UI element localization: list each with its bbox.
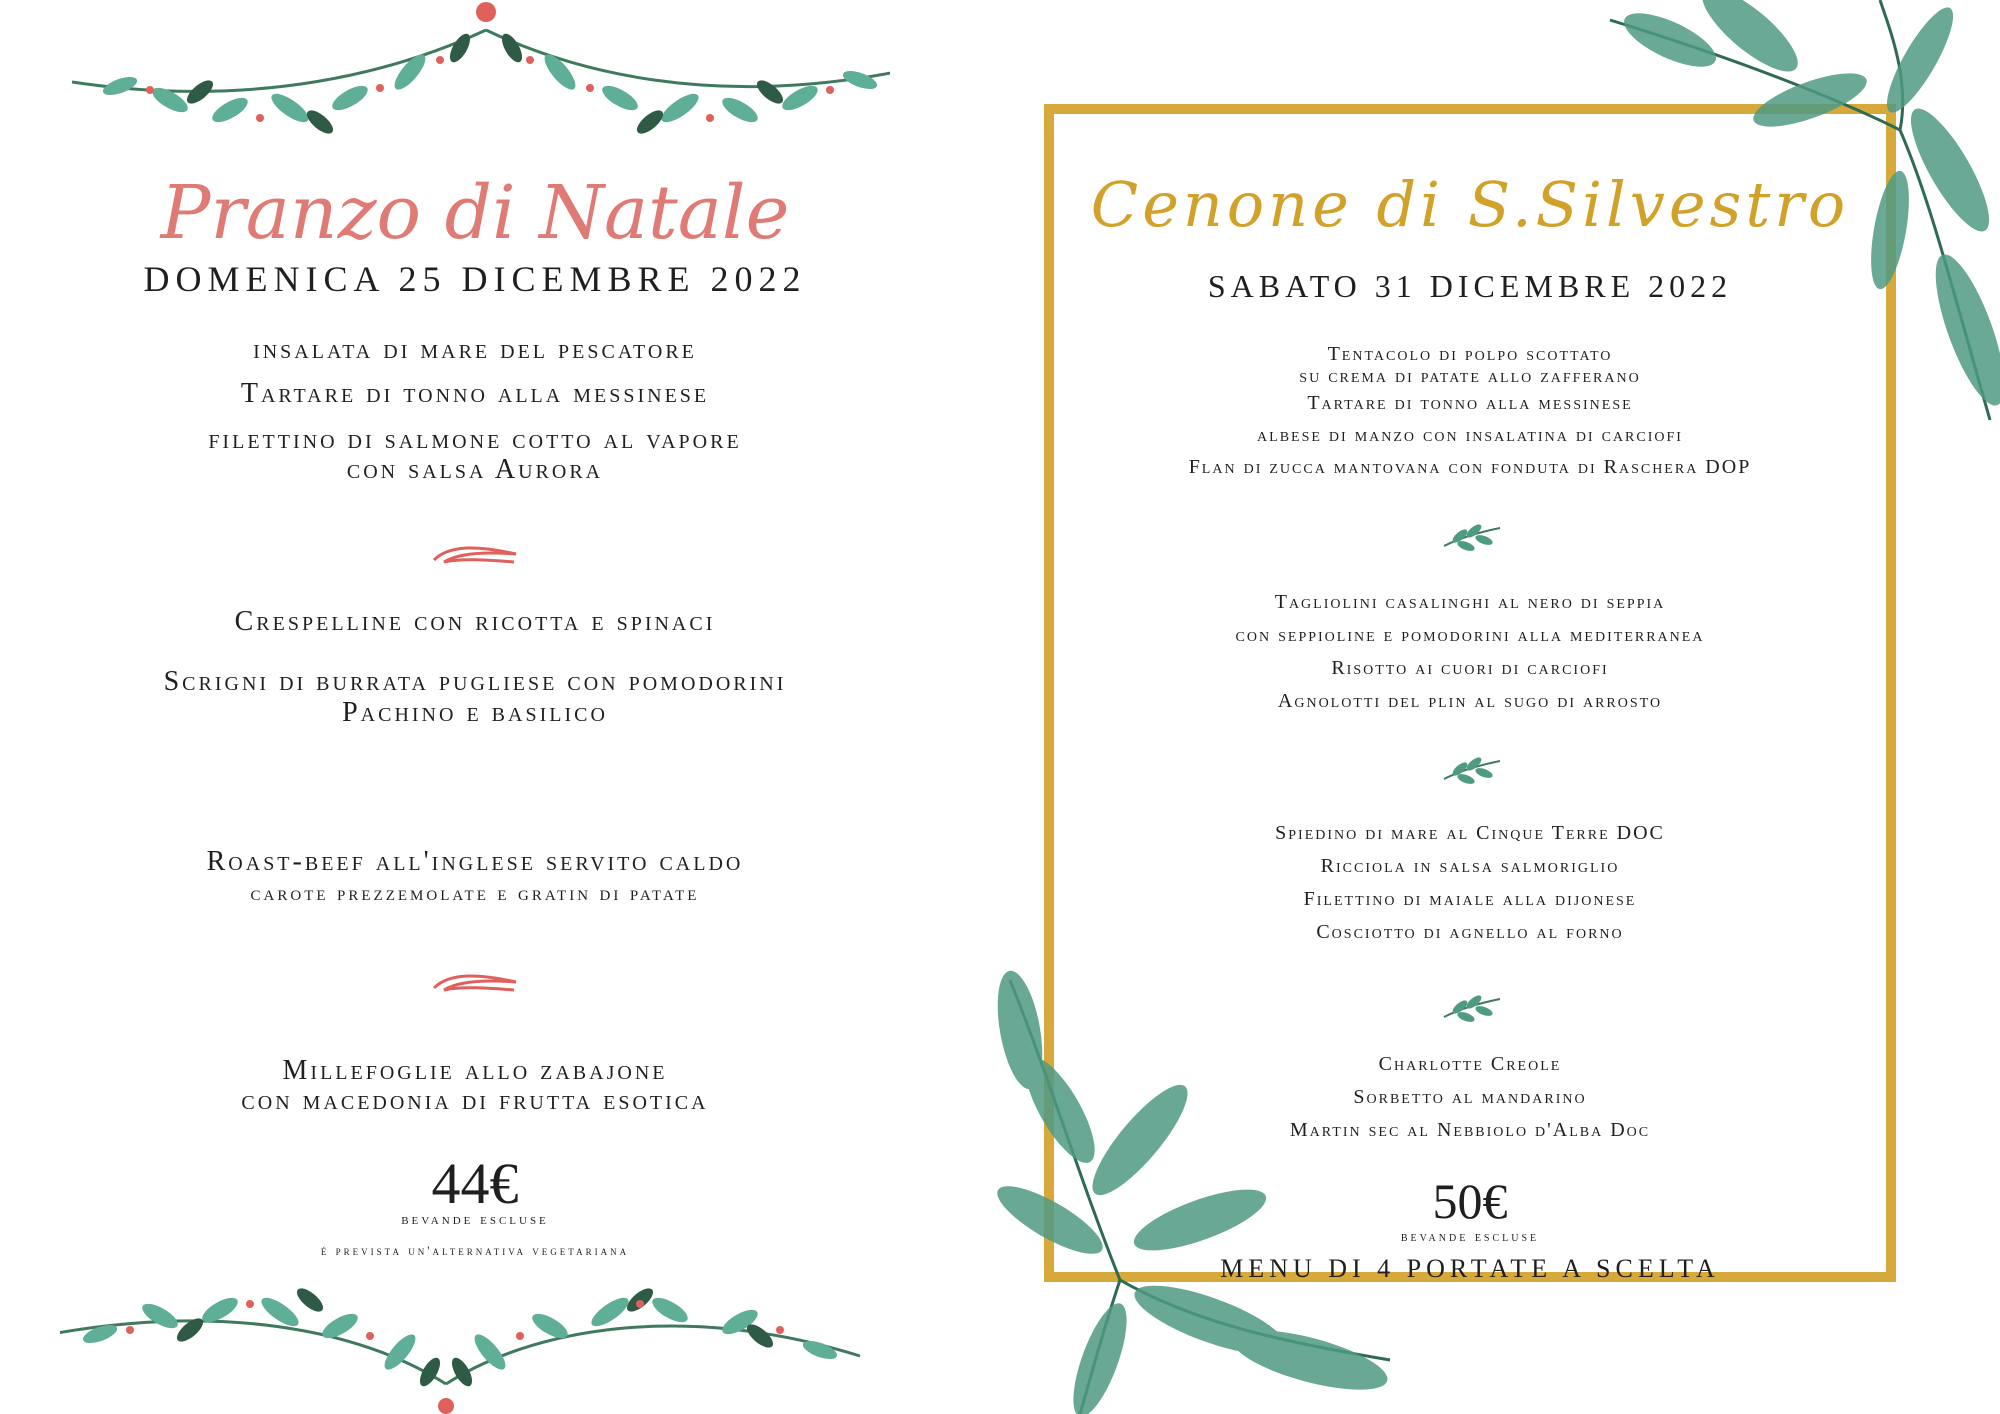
menu-item: Crespelline con ricotta e spinaci [234,606,716,637]
page-title: Cenone di S.Silvestro [1090,168,1850,241]
page-title: Pranzo di Natale [160,170,790,256]
swirl-divider-icon [430,968,520,1002]
menu-item: Tagliolini casalinghi al nero di seppia [1274,591,1666,613]
menu-item: Agnolotti del plin al sugo di arrosto [1277,690,1663,712]
menu-item: Flan di zucca mantovana con fonduta di Raschera DOP [1188,456,1752,478]
menu-item: Pachino e basilico [342,697,608,728]
menu-item: Charlotte Creole [1378,1053,1562,1075]
drinks-note: bevande escluse [401,1212,549,1228]
menu-item: Scrigni di burrata pugliese con pomodorini [163,666,787,697]
menu-item: Roast-beef all'inglese servito caldo [206,846,744,877]
menu-item: filettino di salmone cotto al vapore [208,424,742,455]
menu-item: Tartare di tonno alla messinese [240,378,710,409]
menu-item: Risotto ai cuori di carciofi [1331,657,1609,679]
top-garland-decoration [60,0,890,170]
menu-item: albese di manzo con insalatina di carciofi [1257,424,1683,446]
menu-item: Tartare di tonno alla messinese [1307,392,1633,414]
menu-item: con seppioline e pomodorini alla mediterranea [1235,624,1705,646]
leaf-divider-icon [1440,755,1504,785]
menu-item: Tentacolo di polpo scottato [1327,343,1613,365]
menu-courses-note: MENU DI 4 PORTATE A SCELTA [1220,1254,1720,1283]
price: 50€ [1432,1173,1508,1229]
menu-item: Filettino di maiale alla dijonese [1303,888,1637,910]
swirl-divider-icon [430,540,520,574]
menu-item: con macedonia di frutta esotica [241,1085,709,1116]
menu-item: con salsa Aurora [346,454,604,485]
bottom-garland-decoration [60,1260,890,1414]
menu-item: insalata di mare del pescatore [253,334,697,365]
menu-item-side: carote prezzemolate e gratin di patate [250,880,700,905]
leaf-divider-icon [1440,993,1504,1023]
event-date: DOMENICA 25 DICEMBRE 2022 [143,259,807,299]
leaf-divider-icon [1440,522,1504,552]
menu-item: Sorbetto al mandarino [1353,1086,1587,1108]
price: 44€ [431,1151,519,1216]
menu-item: Cosciotto di agnello al forno [1316,921,1624,943]
menu-item: Spiedino di mare al Cinque Terre DOC [1275,822,1665,844]
menu-item: Millefoglie allo zabajone [282,1055,668,1086]
christmas-lunch-menu [60,0,890,1414]
event-date: SABATO 31 DICEMBRE 2022 [1207,268,1733,304]
menu-item: su crema di patate allo zafferano [1299,365,1641,387]
drinks-note: bevande escluse [1400,1230,1540,1245]
menu-item: Martin sec al Nebbiolo d'Alba Doc [1289,1119,1651,1141]
new-years-eve-dinner-menu [1044,0,1896,1414]
menu-item: Ricciola in salsa salmoriglio [1320,855,1620,877]
vegetarian-note: é prevista un'alternativa vegetariana [320,1243,630,1258]
